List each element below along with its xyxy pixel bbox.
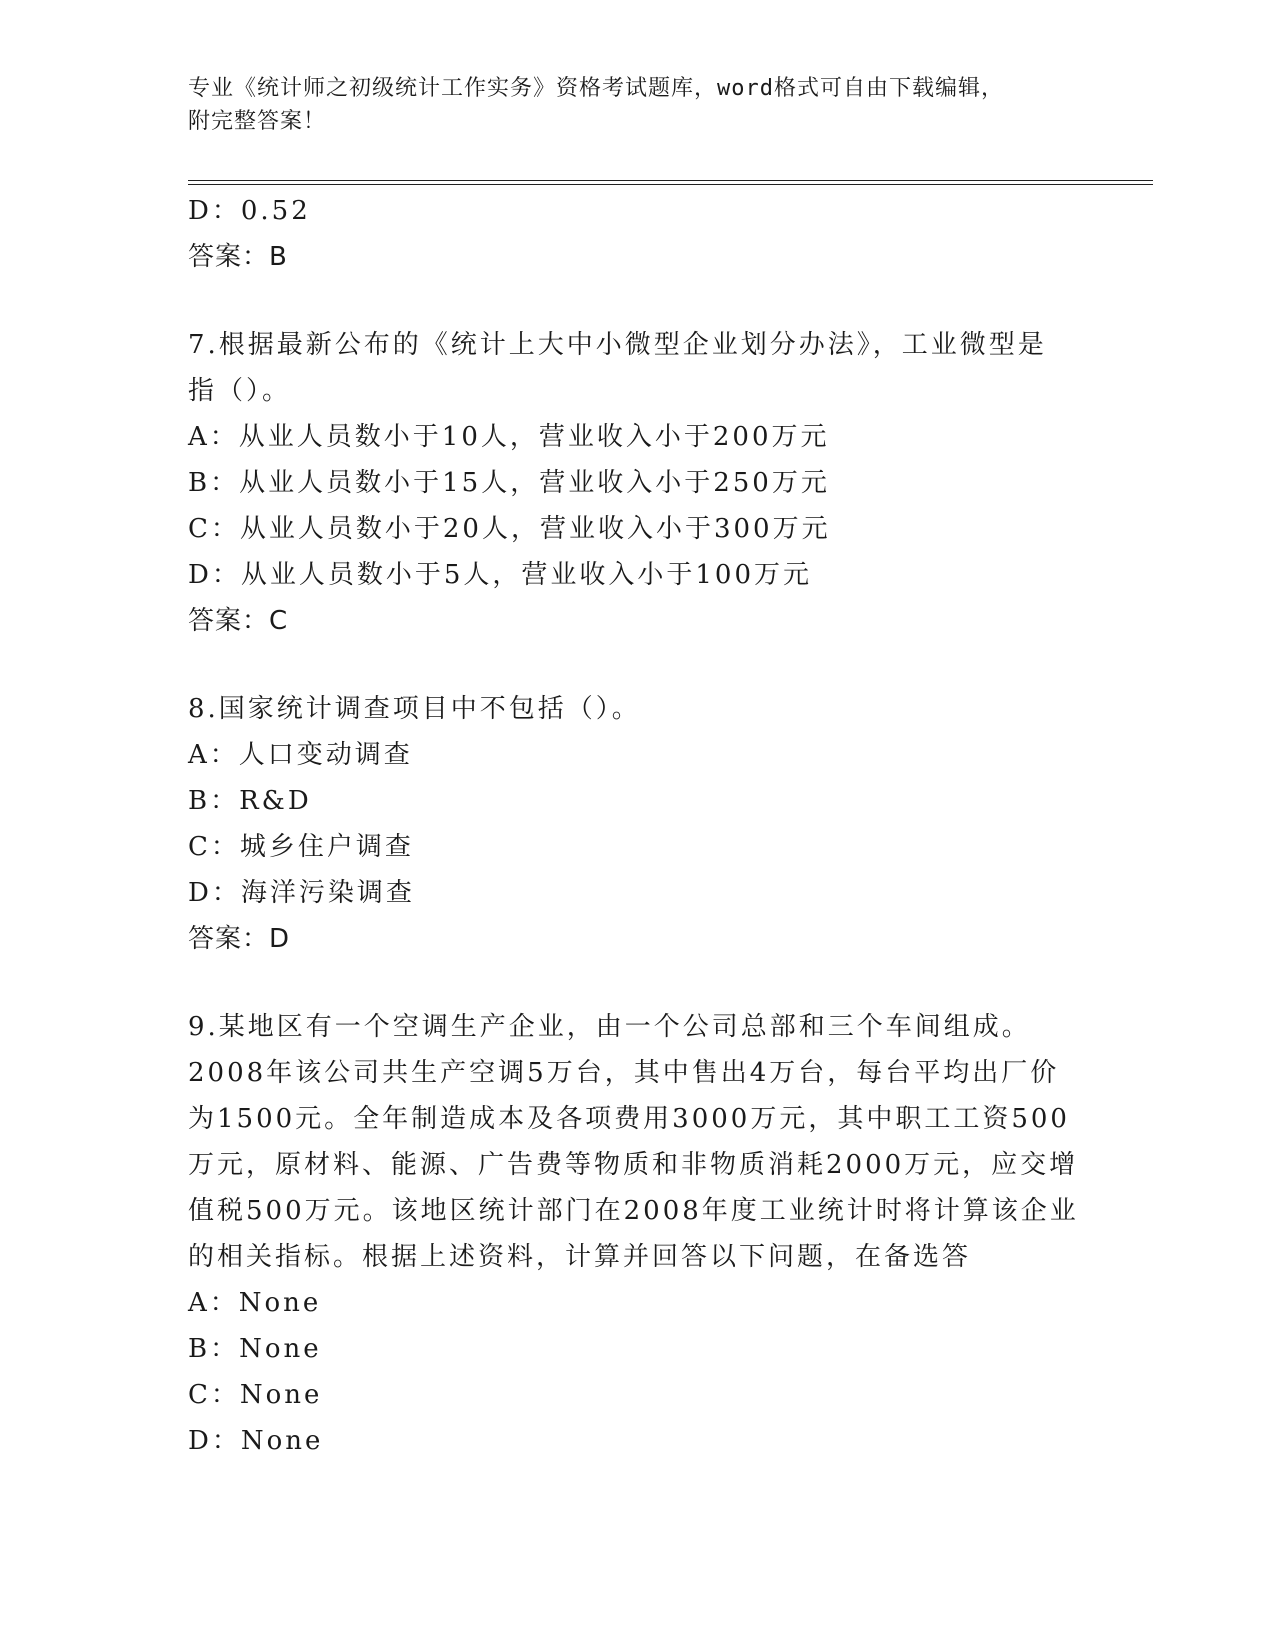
question-7 — [188, 322, 1148, 644]
option-c: C：城乡住户调查 — [188, 832, 414, 862]
question-stem: 7.根据最新公布的《统计上大中小微型企业划分办法》，工业微型是 — [188, 330, 1047, 360]
option-c: C：None — [188, 1380, 323, 1410]
option-b: B：R&D — [188, 786, 312, 816]
header-line-1: 专业《统计师之初级统计工作实务》资格考试题库，word格式可自由下载编辑， — [188, 76, 1004, 101]
option-b: B：None — [188, 1334, 322, 1364]
question-stem: 万元，原材料、能源、广告费等物质和非物质消耗2000万元，应交增 — [188, 1150, 1079, 1180]
question-9 — [188, 1004, 1148, 1464]
question-8 — [188, 686, 1148, 962]
question-stem: 9.某地区有一个空调生产企业，由一个公司总部和三个车间组成。 — [188, 1012, 1031, 1042]
option-c: C：从业人员数小于20人，营业收入小于300万元 — [188, 514, 831, 544]
spacer — [188, 962, 1148, 1004]
page-header — [188, 72, 1088, 138]
answer-label: 答案：B — [188, 242, 288, 272]
option-d: D：None — [188, 1426, 324, 1456]
question-stem: 2008年该公司共生产空调5万台，其中售出4万台，每台平均出厂价 — [188, 1058, 1060, 1088]
header-divider-top — [188, 180, 1153, 181]
option-a: A：None — [188, 1288, 322, 1318]
header-line-2: 附完整答案！ — [188, 109, 327, 134]
header-divider-bottom — [188, 184, 1153, 185]
option-a: A：人口变动调查 — [188, 740, 413, 770]
option-a: A：从业人员数小于10人，营业收入小于200万元 — [188, 422, 830, 452]
spacer — [188, 280, 1148, 322]
question-stem: 8.国家统计调查项目中不包括（）。 — [188, 694, 641, 724]
question-content — [188, 188, 1148, 1464]
answer-label: 答案：D — [188, 924, 291, 954]
option-d: D：0.52 — [188, 196, 311, 226]
question-stem: 为1500元。全年制造成本及各项费用3000万元，其中职工工资500 — [188, 1104, 1070, 1134]
question-stem: 的相关指标。根据上述资料，计算并回答以下问题，在备选答 — [188, 1242, 972, 1272]
previous-question-tail — [188, 188, 1148, 280]
option-d: D：海洋污染调查 — [188, 878, 415, 908]
option-d: D：从业人员数小于5人，营业收入小于100万元 — [188, 560, 813, 590]
option-b: B：从业人员数小于15人，营业收入小于250万元 — [188, 468, 830, 498]
spacer — [188, 644, 1148, 686]
question-stem: 值税500万元。该地区统计部门在2008年度工业统计时将计算该企业 — [188, 1196, 1079, 1226]
question-stem: 指（）。 — [188, 376, 292, 406]
answer-label: 答案：C — [188, 606, 289, 636]
